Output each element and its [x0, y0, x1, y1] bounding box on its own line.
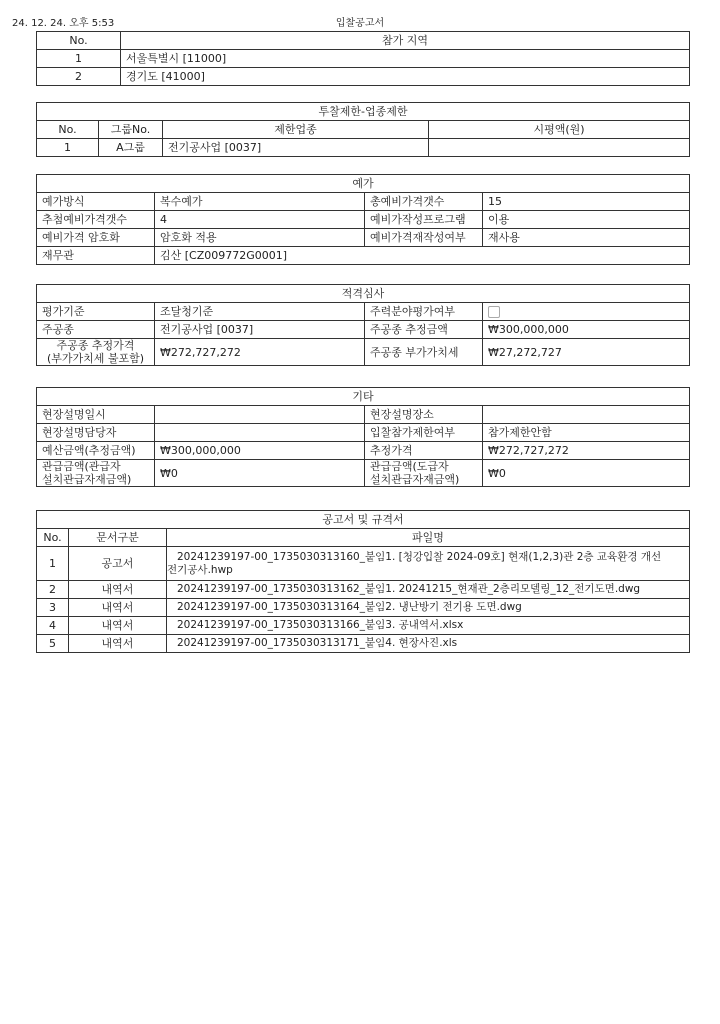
row-file[interactable]: 20241239197-00_1735030313162_붙임1. 20241215_현재관_2층리모델링_12_전기도면.dwg: [167, 581, 690, 599]
value: 4: [155, 211, 365, 229]
value: ₩0: [483, 460, 690, 487]
label: 주공종 부가가치세: [365, 339, 483, 366]
row-no: 2: [37, 581, 69, 599]
value: [483, 303, 690, 321]
estimate-table: [36, 174, 690, 265]
row-region: 서울특별시 [11000]: [121, 50, 690, 68]
qualification-table: [36, 284, 690, 366]
value: [155, 406, 365, 424]
label: 입찰참가제한여부: [365, 424, 483, 442]
documents-table: [36, 510, 690, 653]
label: 관급금액(도급자 설치관급자재금액): [365, 460, 483, 487]
label: 주공종 추정가격 (부가가치세 불포함): [37, 339, 155, 366]
col-no: No.: [37, 32, 121, 50]
table-row: [37, 635, 690, 653]
col-no: No.: [37, 121, 99, 139]
row-file[interactable]: 20241239197-00_1735030313164_붙임2. 냉난방기 전기용 도면.dwg: [167, 599, 690, 617]
col-no: No.: [37, 529, 69, 547]
value: 조달청기준: [155, 303, 365, 321]
table-row: [37, 581, 690, 599]
label: 주공종: [37, 321, 155, 339]
table-row: [37, 339, 690, 366]
table-row: [37, 139, 690, 157]
col-amount: 시평액(원): [429, 121, 690, 139]
value: 이용: [483, 211, 690, 229]
section-title: 투찰제한-업종제한: [37, 103, 690, 121]
value: ₩300,000,000: [155, 442, 365, 460]
table-row: [37, 547, 690, 581]
label: 주공종 추정금액: [365, 321, 483, 339]
row-no: 1: [37, 547, 69, 581]
row-no: 1: [37, 50, 121, 68]
row-type: 공고서: [69, 547, 167, 581]
table-row: [37, 599, 690, 617]
restriction-table: [36, 102, 690, 157]
table-row: [37, 68, 690, 86]
table-row: [37, 211, 690, 229]
label: 주력분야평가여부: [365, 303, 483, 321]
section-title: 기타: [37, 388, 690, 406]
col-type: 문서구분: [69, 529, 167, 547]
label: 예비가격재작성여부: [365, 229, 483, 247]
row-type: 내역서: [69, 635, 167, 653]
value: 복수예가: [155, 193, 365, 211]
table-row: [37, 442, 690, 460]
table-row: [37, 460, 690, 487]
value: 15: [483, 193, 690, 211]
label: 현장설명장소: [365, 406, 483, 424]
value: ₩272,727,272: [155, 339, 365, 366]
col-file: 파일명: [167, 529, 690, 547]
value: ₩300,000,000: [483, 321, 690, 339]
row-type: 내역서: [69, 617, 167, 635]
section-title: 공고서 및 규격서: [37, 511, 690, 529]
table-row: [37, 247, 690, 265]
value: [483, 406, 690, 424]
value: 전기공사업 [0037]: [155, 321, 365, 339]
row-group: A그룹: [99, 139, 163, 157]
row-no: 3: [37, 599, 69, 617]
value: ₩272,727,272: [483, 442, 690, 460]
label: 예비가작성프로그램: [365, 211, 483, 229]
table-row: [37, 229, 690, 247]
table-header-row: [37, 121, 690, 139]
section-title: 예가: [37, 175, 690, 193]
page-title: 입찰공고서: [335, 18, 385, 29]
row-amount: [429, 139, 690, 157]
label: 예비가격 암호화: [37, 229, 155, 247]
row-file[interactable]: 20241239197-00_1735030313171_붙임4. 현장사진.xls: [167, 635, 690, 653]
main-field-checkbox[interactable]: [488, 306, 500, 318]
col-region: 참가 지역: [121, 32, 690, 50]
row-file[interactable]: 20241239197-00_1735030313160_붙임1. [청강입찰 2024-09호] 현재(1,2,3)관 2층 교육환경 개선 전기공사.hwp: [167, 547, 690, 581]
label: 현장설명일시: [37, 406, 155, 424]
table-row: [37, 50, 690, 68]
row-no: 1: [37, 139, 99, 157]
label: 관급금액(관급자 설치관급자재금액): [37, 460, 155, 487]
label: 예가방식: [37, 193, 155, 211]
label: 예산금액(추정금액): [37, 442, 155, 460]
value: 김산 [CZ009772G0001]: [155, 247, 690, 265]
row-type: 내역서: [69, 599, 167, 617]
region-table: [36, 31, 690, 86]
section-title: 적격심사: [37, 285, 690, 303]
value: 참가제한안함: [483, 424, 690, 442]
value: 암호화 적용: [155, 229, 365, 247]
print-date: 24. 12. 24. 오후 5:53: [12, 18, 115, 29]
label: 재무관: [37, 247, 155, 265]
table-row: [37, 617, 690, 635]
row-no: 2: [37, 68, 121, 86]
label: 추정가격: [365, 442, 483, 460]
value: [155, 424, 365, 442]
label: 현장설명담당자: [37, 424, 155, 442]
value: ₩0: [155, 460, 365, 487]
value: ₩27,272,727: [483, 339, 690, 366]
table-header-row: [37, 529, 690, 547]
label: 총예비가격갯수: [365, 193, 483, 211]
value: 재사용: [483, 229, 690, 247]
col-group: 그룹No.: [99, 121, 163, 139]
col-industry: 제한업종: [163, 121, 429, 139]
label: 추첨예비가격갯수: [37, 211, 155, 229]
other-table: [36, 387, 690, 487]
table-row: [37, 321, 690, 339]
label: 평가기준: [37, 303, 155, 321]
table-row: [37, 424, 690, 442]
row-no: 5: [37, 635, 69, 653]
row-industry: 전기공사업 [0037]: [163, 139, 429, 157]
table-row: [37, 406, 690, 424]
row-file[interactable]: 20241239197-00_1735030313166_붙임3. 공내역서.xlsx: [167, 617, 690, 635]
table-row: [37, 193, 690, 211]
row-region: 경기도 [41000]: [121, 68, 690, 86]
row-type: 내역서: [69, 581, 167, 599]
row-no: 4: [37, 617, 69, 635]
table-header-row: [37, 32, 690, 50]
table-row: [37, 303, 690, 321]
